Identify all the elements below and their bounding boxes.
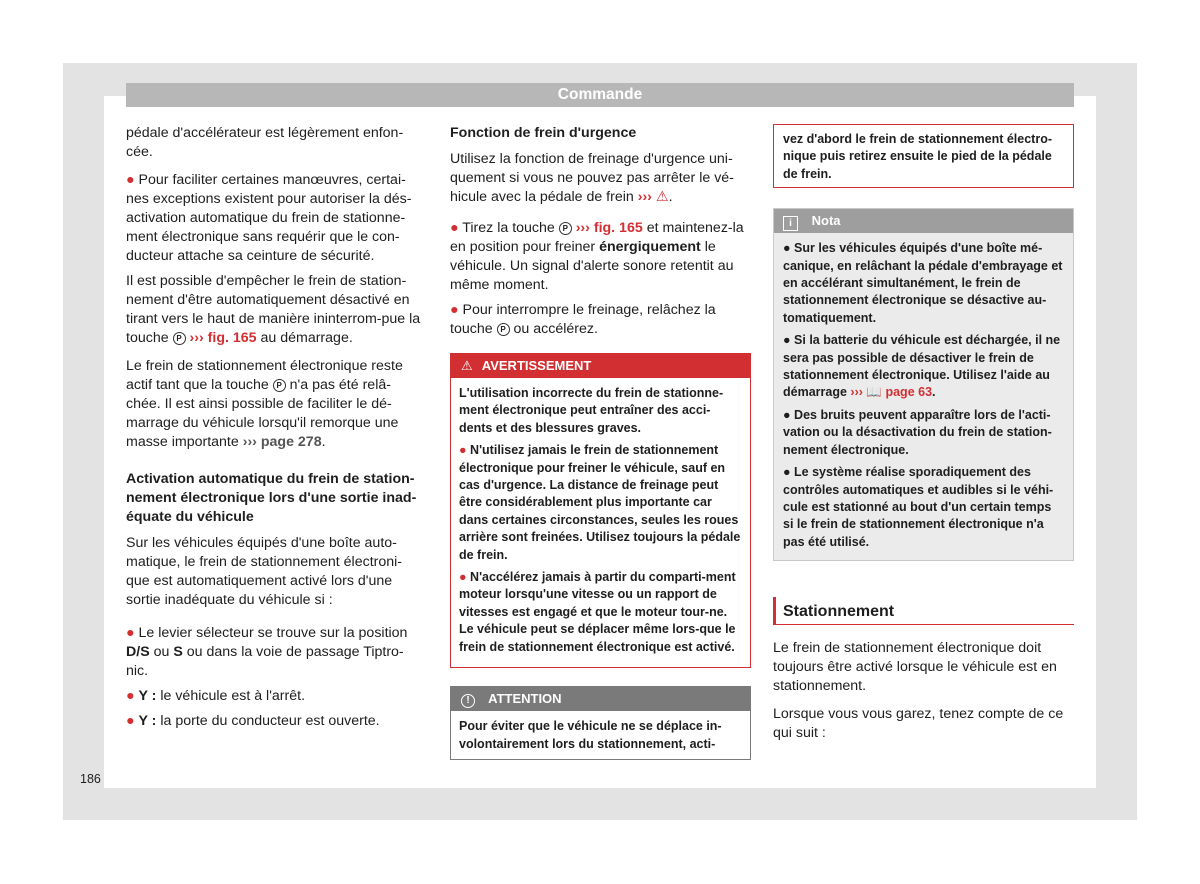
text: Le frein de stationnement électronique reste actif tant que la touche xyxy=(126,358,403,393)
parking-brake-symbol-icon: P xyxy=(173,332,186,345)
gear-position: S xyxy=(173,644,183,660)
text: N'utilisez jamais le frein de stationnement électronique pour freiner le véhicule, sauf en cas d'urgence. La distance de freinage peut être considérablement plus importante car dans certaines circonstances, seules les roues arrière sont freinées. Utilisez toujours la pédale de frein. xyxy=(459,443,741,562)
condition-label: Y : xyxy=(138,688,157,704)
note-body xyxy=(774,233,1073,560)
paragraph-when-parking: Lorsque vous vous garez, tenez compte de ce qui suit : xyxy=(773,706,1064,742)
reference-arrows: ››› xyxy=(850,385,863,400)
bullet-dot: ● xyxy=(126,713,135,729)
figure-link[interactable]: fig. 165 xyxy=(207,330,257,346)
text: Pour interrompre le freinage, relâchez la touche xyxy=(450,302,716,337)
note-bullet xyxy=(783,332,1064,402)
text: la porte du conducteur est ouverte. xyxy=(160,713,380,729)
text: . xyxy=(932,385,936,400)
info-icon: i xyxy=(783,216,798,231)
parking-brake-symbol-icon: P xyxy=(273,379,286,392)
emphasis: énergiquement xyxy=(599,239,701,255)
note-bullet xyxy=(783,464,1064,551)
chapter-header: Commande xyxy=(126,83,1074,107)
note-header xyxy=(774,209,1073,233)
subheading-auto-activation: Activation automatique du frein de station-nement électronique lors d'une sortie inad-équate du véhicule xyxy=(126,471,417,525)
page-link[interactable]: page 63 xyxy=(885,385,933,400)
bullet-selector-lever xyxy=(126,624,424,681)
text: n'a pas été relâ-chée. Il est ainsi possible de faciliter le dé-marrage du véhicule lorsqu'il remorque une masse importante xyxy=(126,377,399,450)
text: Utilisez la fonction de freinage d'urgence uni-quement si vous ne pouvez pas arrêter le vé-hicule avec la pédale de frein xyxy=(450,151,734,205)
attention-header xyxy=(451,687,750,711)
bullet-dot: ● xyxy=(450,220,459,236)
note-title: Nota xyxy=(811,213,841,229)
column-right xyxy=(773,124,1074,752)
section-title-stationnement: Stationnement xyxy=(773,597,1074,625)
reference-arrows: ››› xyxy=(637,189,652,205)
paragraph-prevent-release xyxy=(126,272,424,348)
text: Le système réalise sporadiquement des contrôles automatiques et audibles si le véhi-cule est stationné au bout d'un certain temps si le frein de stationnement électronique n'a pas été utilisé. xyxy=(783,465,1054,549)
text: Le levier sélecteur se trouve sur la position xyxy=(138,625,408,641)
bullet-dot: ● xyxy=(783,333,791,348)
warning-bullet xyxy=(459,569,742,656)
bullet-dot: ● xyxy=(783,241,791,256)
paragraph-parking: Le frein de stationnement électronique doit toujours être activé lorsque le véhicule est en stationnement. xyxy=(773,640,1057,695)
text: au démarrage. xyxy=(260,330,353,346)
parking-brake-symbol-icon: P xyxy=(559,222,572,235)
warning-bullet xyxy=(459,442,742,564)
warning-box-continued: vez d'abord le frein de stationnement électro-nique puis retirez ensuite le pied de la pédale de frein. xyxy=(773,124,1074,188)
paragraph-intro: pédale d'accélérateur est légèrement enfon-cée. xyxy=(126,125,404,160)
figure-link[interactable]: fig. 165 xyxy=(593,220,643,236)
note-box xyxy=(773,208,1074,561)
reference-arrows: ››› xyxy=(189,330,204,346)
attention-title: ATTENTION xyxy=(488,691,562,707)
warning-body xyxy=(451,378,750,667)
subheading-emergency-brake: Fonction de frein d'urgence xyxy=(450,125,637,141)
bullet-exceptions xyxy=(126,171,424,266)
text: . xyxy=(321,434,326,450)
book-icon: 📖 xyxy=(866,385,882,400)
bullet-dot: ● xyxy=(783,465,791,480)
bullet-dot: ● xyxy=(126,688,135,704)
warning-intro: L'utilisation incorrecte du frein de stationne-ment électronique peut entraîner des acci-dents et des blessures graves. xyxy=(459,386,724,435)
warning-triangle-icon: ⚠ xyxy=(461,358,473,373)
text: Sur les véhicules équipés d'une boîte mé-canique, en relâchant la pédale d'embrayage et en accélérant simultanément, le frein de stationnement électronique se désactive au-tomatiquement. xyxy=(783,241,1063,325)
bullet-vehicle-stopped xyxy=(126,687,424,706)
note-bullet xyxy=(783,407,1064,459)
attention-box xyxy=(450,686,751,760)
bullet-interrupt xyxy=(450,301,751,339)
warning-triangle-icon: ⚠ xyxy=(655,189,669,205)
text: Des bruits peuvent apparaître lors de l'acti-vation ou la désactivation du frein de station-nement électronique. xyxy=(783,407,1052,457)
exclamation-circle-icon: ! xyxy=(461,694,475,708)
text: le véhicule. Un signal d'alerte sonore retentit au même moment. xyxy=(450,239,734,293)
bullet-dot: ● xyxy=(783,407,791,422)
text: Tirez la touche xyxy=(462,220,555,236)
gear-position: D/S xyxy=(126,644,150,660)
bullet-dot: ● xyxy=(450,302,459,318)
page-number: 186 xyxy=(80,772,101,786)
bullet-pull-button xyxy=(450,219,751,295)
bullet-dot: ● xyxy=(126,172,135,188)
text: . xyxy=(668,189,673,205)
note-bullet xyxy=(783,240,1064,327)
text: et maintenez-la en position pour freiner xyxy=(450,220,744,255)
text: ou accélérez. xyxy=(513,321,598,337)
parking-brake-symbol-icon: P xyxy=(497,323,510,336)
column-middle xyxy=(450,124,751,760)
paragraph-auto-gearbox: Sur les véhicules équipés d'une boîte auto-matique, le frein de stationnement électroni-que est automatiquement activé lors d'une sortie inadéquate du véhicule si : xyxy=(126,535,403,608)
paragraph-emergency-use xyxy=(450,150,751,207)
reference-arrows: ››› xyxy=(242,434,257,450)
attention-body: Pour éviter que le véhicule ne se déplace in-volontairement lors du stationnement, acti- xyxy=(459,719,722,751)
bullet-dot: ● xyxy=(459,443,467,458)
page-link[interactable]: page 278 xyxy=(260,434,322,450)
warning-header xyxy=(451,354,750,378)
text: ou dans la voie de passage Tiptro-nic. xyxy=(126,644,404,679)
text: ou xyxy=(153,644,170,660)
warning-title: AVERTISSEMENT xyxy=(481,358,592,373)
reference-arrows: ››› xyxy=(575,220,590,236)
bullet-door-open xyxy=(126,712,424,731)
warning-box xyxy=(450,353,751,668)
paragraph-remains-active xyxy=(126,357,424,452)
condition-label: Y : xyxy=(138,713,157,729)
text: Si la batterie du véhicule est déchargée, il ne sera pas possible de désactiver le frein de stationnement électronique. Utilisez l'aide au démarrage xyxy=(783,333,1061,400)
text: Il est possible d'empêcher le frein de station-nement d'être automatiquement désactivé en tirant vers le haut de manière ininterrom-pue la touche xyxy=(126,273,421,346)
text: le véhicule est à l'arrêt. xyxy=(160,688,306,704)
bullet-dot: ● xyxy=(459,570,467,585)
bullet-dot: ● xyxy=(126,625,135,641)
bullet-text: Pour faciliter certaines manœuvres, certai-nes exceptions existent pour autoriser la dés-activation automatique du frein de stationne-ment électronique sans requérir que le con-ducteur attache sa ceinture de sécurité. xyxy=(126,172,412,264)
text: N'accélérez jamais à partir du comparti-ment moteur lorsqu'une vitesse ou un rapport de vitesses est engagé et que le moteur tour-ne. Le véhicule peut se déplacer même lors-que le frein de stationnement électronique est activé. xyxy=(459,570,736,654)
column-left xyxy=(126,124,424,737)
